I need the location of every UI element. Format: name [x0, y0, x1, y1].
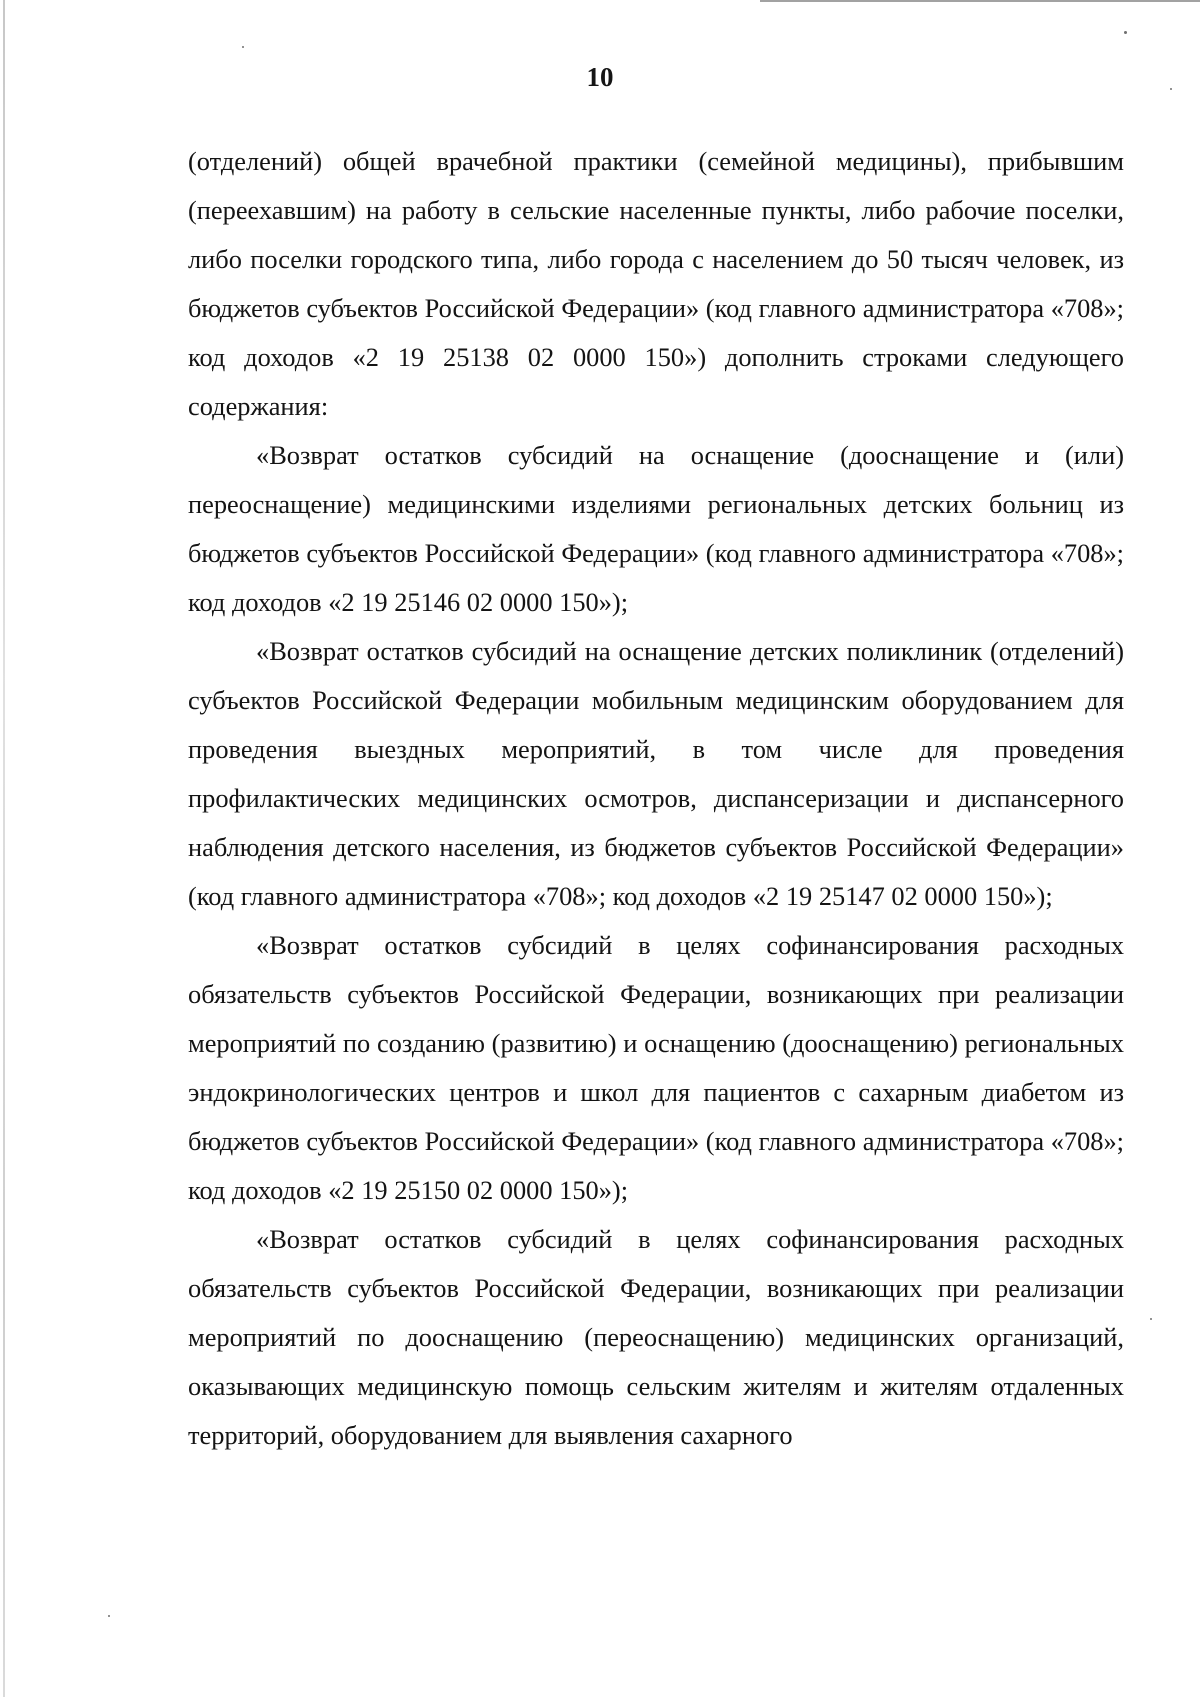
document-body	[188, 137, 1124, 1460]
paragraph-continuation: (отделений) общей врачебной практики (семейной медицины), прибывшим (переехавшим) на работу в сельские населенные пункты, либо рабочие поселки, либо поселки городского типа, либо города с населением до 50 тысяч человек, из бюджетов субъектов Российской Федерации» (код главного администратора «708»; код доходов «2 19 25138 02 0000 150») дополнить строками следующего содержания:	[188, 146, 1124, 421]
scan-edge-shadow	[3, 0, 5, 1697]
page-number: 10	[586, 62, 614, 92]
paragraph-rural-medical-organizations: «Возврат остатков субсидий в целях софинансирования расходных обязательств субъектов Российской Федерации, возникающих при реализации мероприятий по дооснащению (переоснащению) медицинских организаций, оказывающих медицинскую помощь сельским жителям и жителям отдаленных территорий, оборудованием для выявления сахарного	[188, 1224, 1124, 1450]
paragraph-childrens-polyclinics: «Возврат остатков субсидий на оснащение детских поликлиник (отделений) субъектов Российской Федерации мобильным медицинским оборудованием для проведения выездных мероприятий, в том числе для проведения профилактических медицинских осмотров, диспансеризации и диспансерного наблюдения детского населения, из бюджетов субъектов Российской Федерации» (код главного администратора «708»; код доходов «2 19 25147 02 0000 150»);	[188, 636, 1124, 911]
top-edge-line	[760, 0, 1200, 2]
scan-speck	[1124, 31, 1127, 34]
scan-speck	[1150, 1318, 1152, 1320]
scan-speck	[108, 1615, 110, 1617]
scan-speck	[242, 46, 244, 48]
paragraph-regional-childrens-hospitals: «Возврат остатков субсидий на оснащение (дооснащение и (или) переоснащение) медицинскими изделиями региональных детских больниц из бюджетов субъектов Российской Федерации» (код главного администратора «708»; код доходов «2 19 25146 02 0000 150»);	[188, 440, 1124, 617]
paragraph-endocrinology-centers: «Возврат остатков субсидий в целях софинансирования расходных обязательств субъектов Российской Федерации, возникающих при реализации мероприятий по созданию (развитию) и оснащению (дооснащению) региональных эндокринологических центров и школ для пациентов с сахарным диабетом из бюджетов субъектов Российской Федерации» (код главного администратора «708»; код доходов «2 19 25150 02 0000 150»);	[188, 930, 1124, 1205]
